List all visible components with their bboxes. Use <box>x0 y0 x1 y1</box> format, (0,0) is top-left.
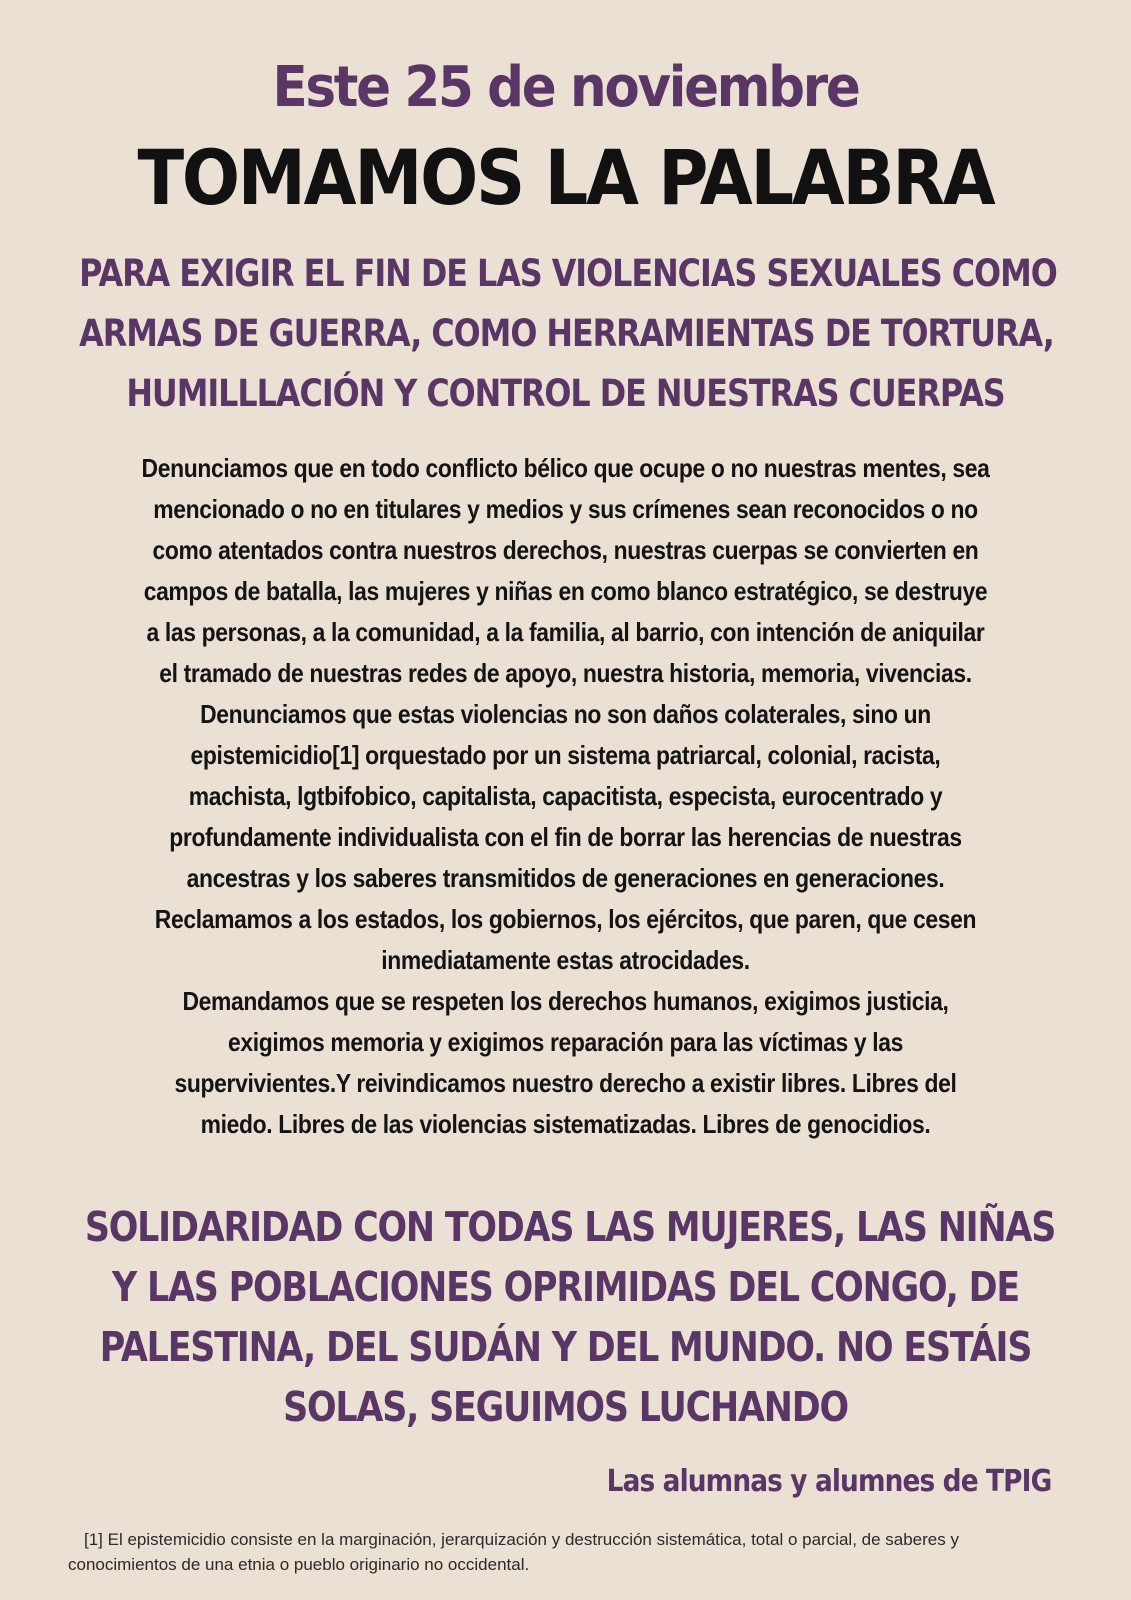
body-line: epistemicidio[1] orquestado por un sistema patriarcal, colonial, racista, <box>190 740 941 770</box>
footnote <box>68 1527 1068 1577</box>
body-line: Reclamamos a los estados, los gobiernos, los ejércitos, que paren, que cesen <box>154 904 977 934</box>
body-line: exigimos memoria y exigimos reparación para las víctimas y las <box>227 1027 904 1057</box>
signature: Las alumnas y alumnes de TPIG <box>606 1464 1051 1499</box>
body-line: campos de batalla, las mujeres y niñas en como blanco estratégico, se destruye <box>143 576 988 606</box>
footnote-line: conocimientos de una etnia o pueblo originario no occidental. <box>68 1555 530 1574</box>
body-line: Denunciamos que estas violencias no son daños colaterales, sino un <box>200 699 931 729</box>
body-line: Demandamos que se respeten los derechos humanos, exigimos justicia, <box>182 986 949 1016</box>
subheading-line: HUMILLLACIÓN Y CONTROL DE NUESTRAS CUERPAS <box>126 372 1005 415</box>
footnote-line: [1] El epistemicidio consiste en la marginación, jerarquización y destrucción sistemática, total o parcial, de saberes y <box>84 1530 959 1549</box>
body-line: inmediatamente estas atrocidades. <box>381 945 750 975</box>
headline: TOMAMOS LA PALABRA <box>137 133 994 222</box>
body-line: mencionado o no en titulares y medios y sus crímenes sean reconocidos o no <box>153 494 978 524</box>
body-line: ancestras y los saberes transmitidos de generaciones en generaciones. <box>186 863 945 893</box>
date-line: Este 25 de noviembre <box>272 55 859 120</box>
body-line: machista, lgtbifobico, capitalista, capacitista, especista, eurocentrado y <box>188 781 943 811</box>
body-line: a las personas, a la comunidad, a la familia, al barrio, con intención de aniquilar <box>146 617 985 647</box>
solidarity-line: SOLIDARIDAD CON TODAS LAS MUJERES, LAS NIÑAS <box>84 1203 1056 1251</box>
body-line: como atentados contra nuestros derechos, nuestras cuerpas se convierten en <box>152 535 979 565</box>
body-line: Denunciamos que en todo conflicto bélico que ocupe o no nuestras mentes, sea <box>141 453 990 483</box>
body-line: profundamente individualista con el fin de borrar las herencias de nuestras <box>169 822 962 852</box>
body-line: miedo. Libres de las violencias sistematizadas. Libres de genocidios. <box>200 1109 931 1139</box>
solidarity-line: Y LAS POBLACIONES OPRIMIDAS DEL CONGO, DE <box>111 1263 1020 1311</box>
subheading-line: ARMAS DE GUERRA, COMO HERRAMIENTAS DE TORTURA, <box>79 312 1054 355</box>
solidarity-line: SOLAS, SEGUIMOS LUCHANDO <box>283 1383 848 1431</box>
body-line: el tramado de nuestras redes de apoyo, nuestra historia, memoria, vivencias. <box>159 658 972 688</box>
subheading-line: PARA EXIGIR EL FIN DE LAS VIOLENCIAS SEXUALES COMO <box>79 252 1057 295</box>
solidarity-line: PALESTINA, DEL SUDÁN Y DEL MUNDO. NO ESTÁIS <box>99 1323 1032 1371</box>
body-line: supervivientes.Y reivindicamos nuestro derecho a existir libres. Libres del <box>174 1068 957 1098</box>
